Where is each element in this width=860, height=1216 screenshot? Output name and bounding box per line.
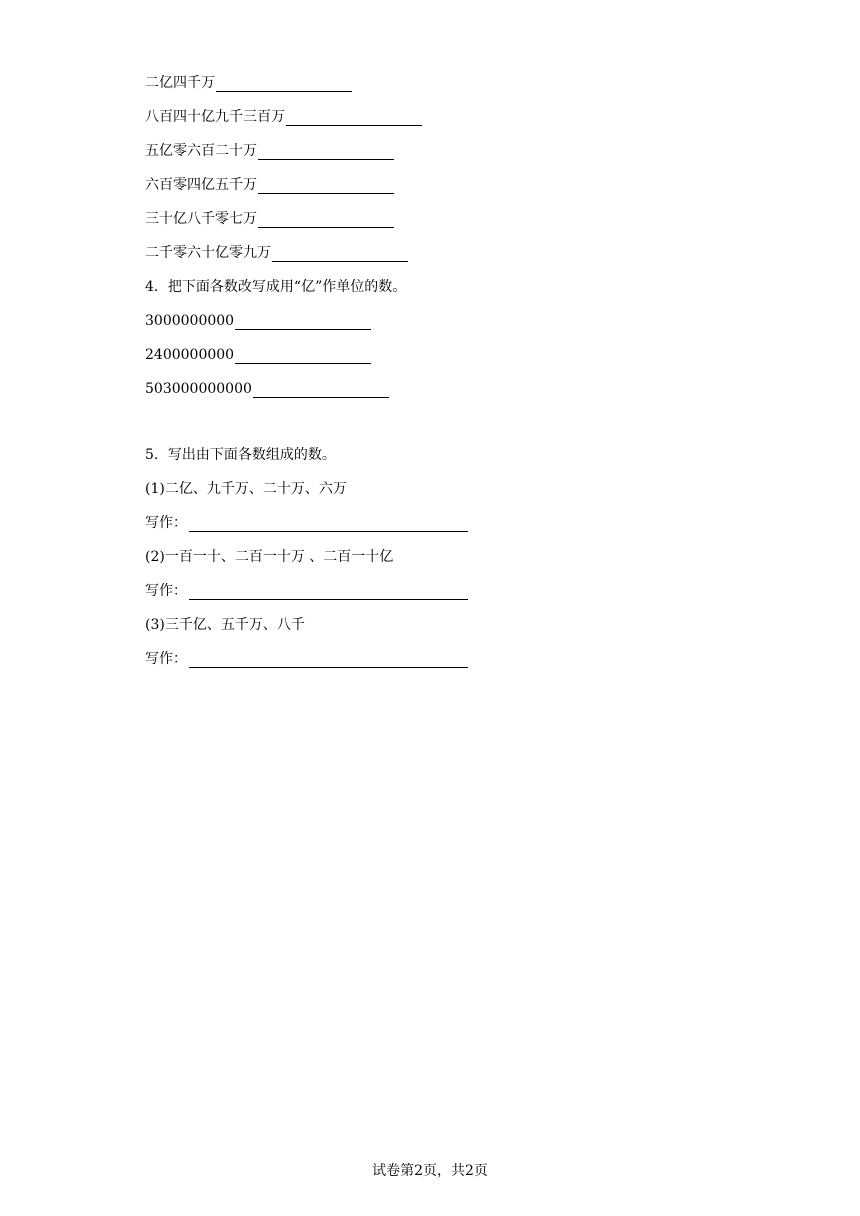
q4-item: [145, 380, 389, 398]
q5-prompt: [145, 548, 393, 566]
q4-item-number: 503000000000: [145, 381, 252, 397]
q5-prompt-text: (2)一百一十、二百一十万 、二百一十亿: [145, 549, 394, 565]
question-title: 4．把下面各数改写成用“亿”作单位的数。: [145, 279, 407, 295]
answer-blank[interactable]: [216, 77, 352, 92]
q3-item: [145, 74, 352, 92]
q3-item-text: 二千零六十亿零九万: [145, 245, 271, 261]
q5-prompt: [145, 616, 305, 634]
q5-answer-line: [145, 514, 468, 532]
page-footer: 试卷第2页，共2页: [372, 1163, 488, 1179]
q5-prompt-text: (1)二亿、九千万、二十万、六万: [145, 481, 347, 497]
write-label: 写作：: [145, 651, 187, 667]
q3-item-text: 二亿四千万: [145, 75, 215, 91]
answer-blank[interactable]: [189, 517, 468, 532]
q4-item: [145, 312, 371, 330]
answer-blank[interactable]: [235, 315, 371, 330]
answer-blank[interactable]: [189, 585, 468, 600]
answer-blank[interactable]: [258, 145, 394, 160]
q3-item: [145, 244, 408, 262]
q3-item-text: 八百四十亿九千三百万: [145, 109, 285, 125]
q4-item-number: 3000000000: [145, 313, 235, 329]
q3-item: [145, 142, 394, 160]
q5-answer-line: [145, 582, 468, 600]
q3-item-text: 三十亿八千零七万: [145, 211, 257, 227]
q4-title: [145, 278, 406, 296]
q3-item-text: 六百零四亿五千万: [145, 177, 257, 193]
answer-blank[interactable]: [258, 213, 394, 228]
q4-item: [145, 346, 371, 364]
q5-prompt-text: (3)三千亿、五千万、八千: [145, 617, 305, 633]
write-label: 写作：: [145, 583, 187, 599]
q3-item: [145, 210, 394, 228]
answer-blank[interactable]: [253, 383, 389, 398]
answer-blank[interactable]: [286, 111, 422, 126]
write-label: 写作：: [145, 515, 187, 531]
answer-blank[interactable]: [189, 653, 468, 668]
q5-answer-line: [145, 650, 468, 668]
q3-item: [145, 108, 422, 126]
answer-blank[interactable]: [272, 247, 408, 262]
q5-prompt: [145, 480, 347, 498]
question-title: 5．写出由下面各数组成的数。: [145, 447, 336, 463]
q3-item-text: 五亿零六百二十万: [145, 143, 257, 159]
answer-blank[interactable]: [258, 179, 394, 194]
q4-item-number: 2400000000: [145, 347, 235, 363]
q5-title: [145, 446, 336, 464]
answer-blank[interactable]: [235, 349, 371, 364]
q3-item: [145, 176, 394, 194]
